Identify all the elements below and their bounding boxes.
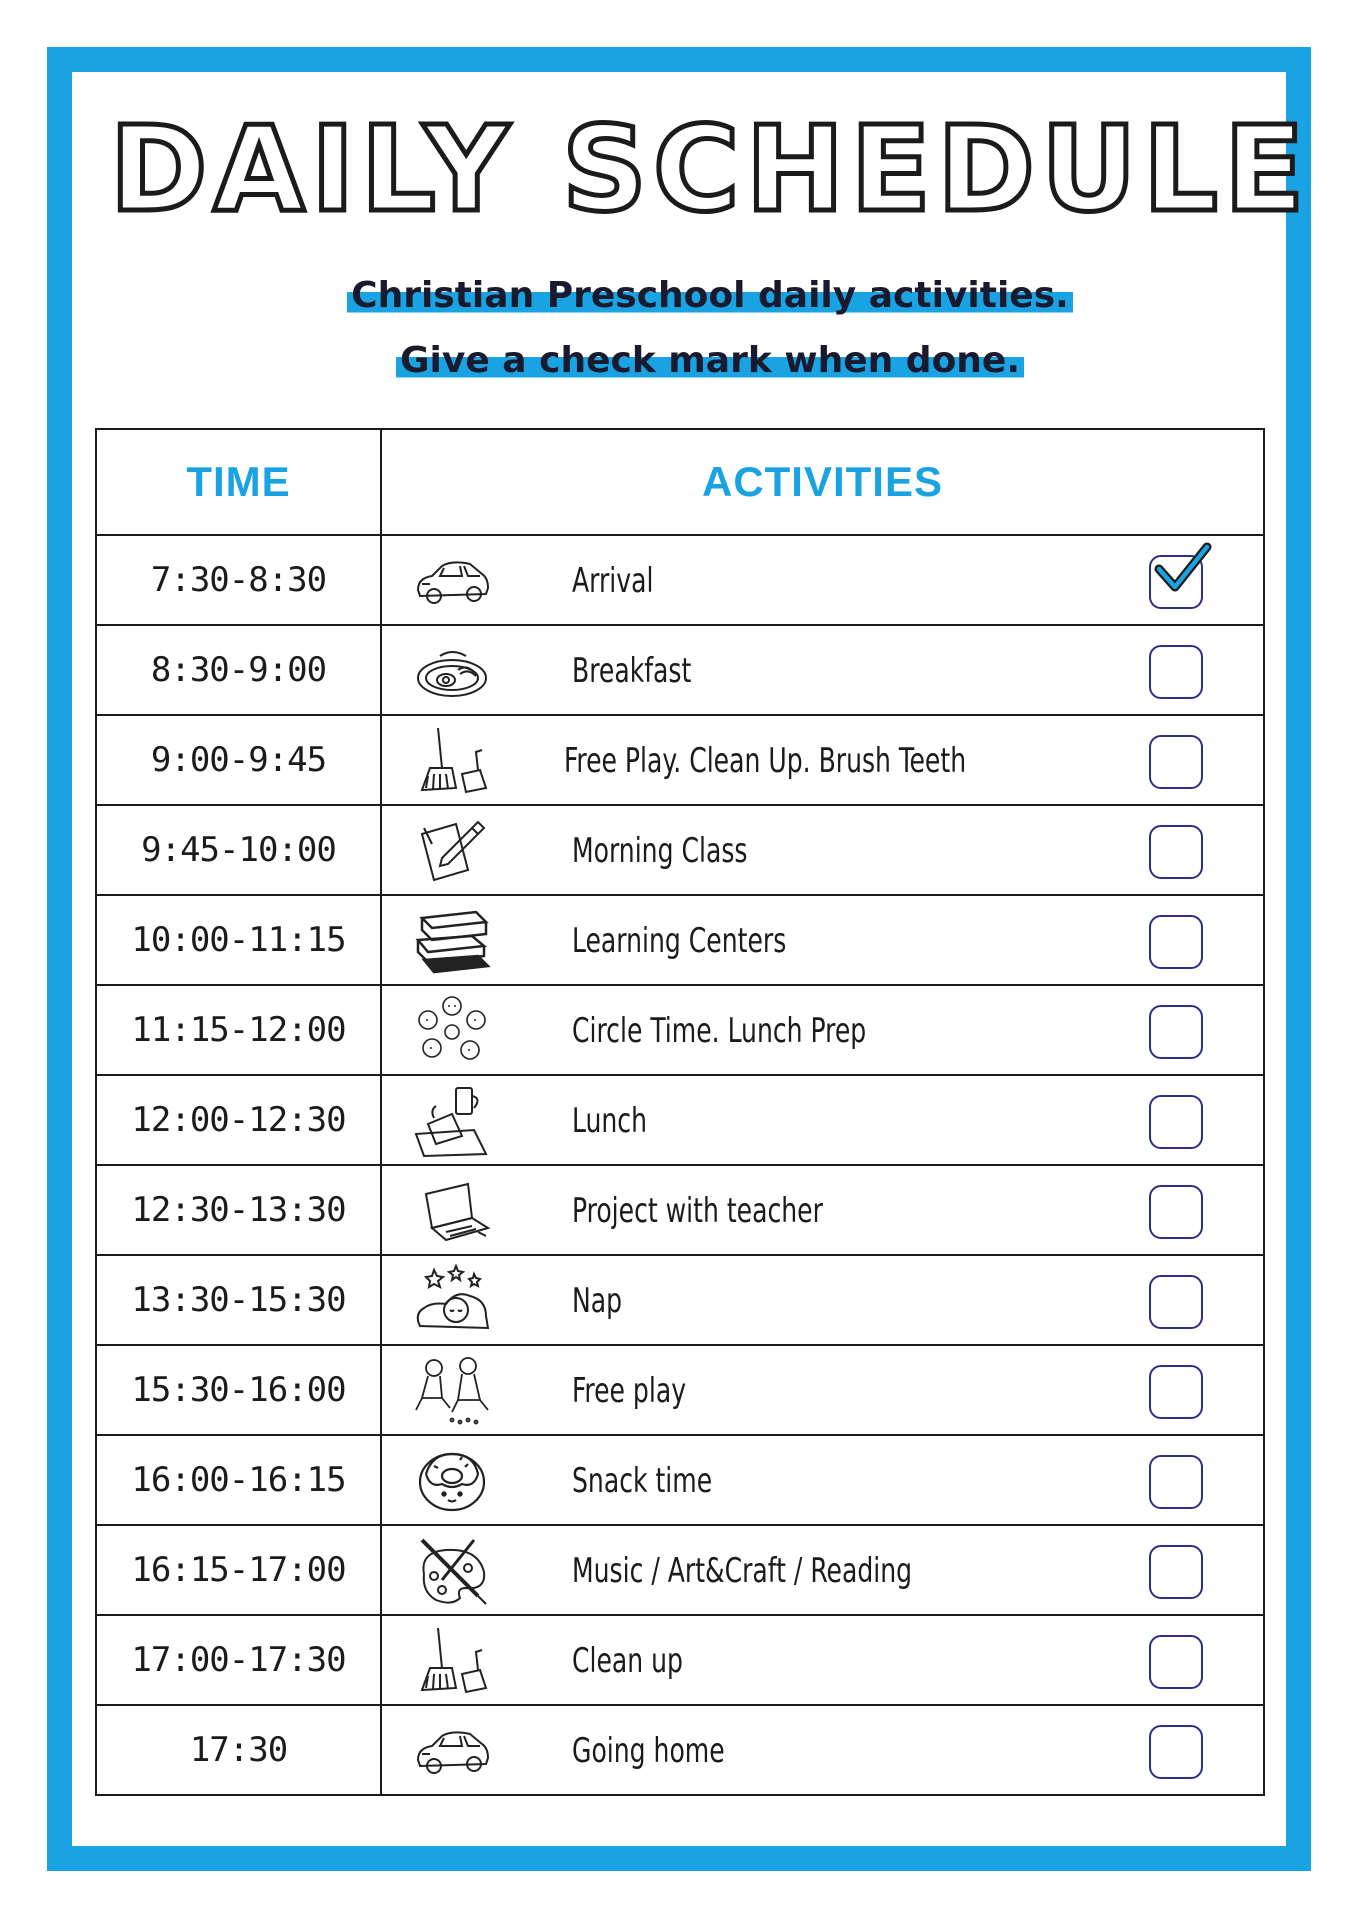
schedule-rows xyxy=(96,535,1264,1795)
activity-label: Free play xyxy=(572,1371,687,1411)
done-checkbox[interactable] xyxy=(1149,1275,1203,1329)
table-row xyxy=(96,1255,1264,1345)
activity-cell xyxy=(381,1345,1264,1435)
table-row xyxy=(96,1615,1264,1705)
table-row xyxy=(96,985,1264,1075)
done-checkbox[interactable] xyxy=(1149,1455,1203,1509)
time-column-header: TIME xyxy=(96,429,381,535)
time-cell: 10:00-11:15 xyxy=(96,895,381,985)
table-row xyxy=(96,1165,1264,1255)
time-cell: 9:00-9:45 xyxy=(96,715,381,805)
activity-cell xyxy=(381,715,1264,805)
activity-label: Going home xyxy=(572,1731,725,1771)
activity-cell xyxy=(381,1075,1264,1165)
children-playing-icon xyxy=(412,1354,492,1428)
done-checkbox[interactable] xyxy=(1149,1185,1203,1239)
activity-label: Music / Art&Craft / Reading xyxy=(572,1551,913,1591)
books-icon xyxy=(412,904,492,978)
done-checkbox[interactable] xyxy=(1149,1005,1203,1059)
subtitle-line-1 xyxy=(0,275,1358,316)
activity-cell xyxy=(381,1435,1264,1525)
table-row xyxy=(96,1345,1264,1435)
activity-label: Morning Class xyxy=(572,831,748,871)
breakfast-plate-icon xyxy=(412,634,492,708)
activity-cell xyxy=(381,625,1264,715)
subtitle-line-1-text: Christian Preschool daily activities. xyxy=(347,275,1073,316)
activity-label: Breakfast xyxy=(572,651,692,691)
time-cell: 16:00-16:15 xyxy=(96,1435,381,1525)
paint-palette-icon xyxy=(412,1534,492,1608)
table-row xyxy=(96,535,1264,625)
time-cell: 11:15-12:00 xyxy=(96,985,381,1075)
table-row xyxy=(96,625,1264,715)
activity-cell xyxy=(381,985,1264,1075)
table-row xyxy=(96,715,1264,805)
time-cell: 12:30-13:30 xyxy=(96,1165,381,1255)
time-cell: 16:15-17:00 xyxy=(96,1525,381,1615)
table-header-row xyxy=(96,429,1264,535)
done-checkbox[interactable] xyxy=(1149,1725,1203,1779)
car-icon xyxy=(412,1714,492,1788)
time-cell: 12:00-12:30 xyxy=(96,1075,381,1165)
checkmark-icon xyxy=(1153,541,1213,601)
lunch-icon xyxy=(412,1084,492,1158)
activity-cell xyxy=(381,805,1264,895)
activity-cell xyxy=(381,895,1264,985)
activity-label: Learning Centers xyxy=(572,921,787,961)
activity-label: Nap xyxy=(572,1281,623,1321)
activity-label: Free Play. Clean Up. Brush Teeth xyxy=(564,741,967,781)
time-cell: 15:30-16:00 xyxy=(96,1345,381,1435)
time-cell: 13:30-15:30 xyxy=(96,1255,381,1345)
time-cell: 9:45-10:00 xyxy=(96,805,381,895)
activity-cell xyxy=(381,1705,1264,1795)
activities-column-header: ACTIVITIES xyxy=(381,429,1264,535)
page-title: DAILY SCHEDULE xyxy=(109,100,1311,238)
donut-icon xyxy=(412,1444,492,1518)
time-cell: 17:30 xyxy=(96,1705,381,1795)
done-checkbox[interactable] xyxy=(1149,1545,1203,1599)
table-row xyxy=(96,805,1264,895)
done-checkbox[interactable] xyxy=(1149,1365,1203,1419)
table-row xyxy=(96,1075,1264,1165)
activity-label: Clean up xyxy=(572,1641,683,1681)
table-row xyxy=(96,1435,1264,1525)
children-circle-icon xyxy=(412,994,492,1068)
activity-cell xyxy=(381,1525,1264,1615)
laptop-icon xyxy=(412,1174,492,1248)
time-cell: 8:30-9:00 xyxy=(96,625,381,715)
broom-dustpan-icon xyxy=(412,724,492,798)
notepad-pencil-icon xyxy=(412,814,492,888)
done-checkbox[interactable] xyxy=(1149,825,1203,879)
time-cell: 17:00-17:30 xyxy=(96,1615,381,1705)
subtitle-line-2 xyxy=(0,340,1358,381)
activity-cell xyxy=(381,1615,1264,1705)
done-checkbox[interactable] xyxy=(1149,1095,1203,1149)
done-checkbox[interactable] xyxy=(1149,735,1203,789)
activity-label: Project with teacher xyxy=(572,1191,823,1231)
activity-cell xyxy=(381,535,1264,625)
schedule-table xyxy=(95,428,1265,1796)
done-checkbox[interactable] xyxy=(1149,645,1203,699)
broom-dustpan-icon xyxy=(412,1624,492,1698)
time-cell: 7:30-8:30 xyxy=(96,535,381,625)
sleeping-child-icon xyxy=(412,1264,492,1338)
table-row xyxy=(96,895,1264,985)
activity-cell xyxy=(381,1255,1264,1345)
car-icon xyxy=(412,544,492,618)
done-checkbox-checked[interactable] xyxy=(1149,555,1203,609)
subtitle-line-2-text: Give a check mark when done. xyxy=(396,340,1024,381)
activity-label: Arrival xyxy=(572,561,654,601)
table-row xyxy=(96,1525,1264,1615)
done-checkbox[interactable] xyxy=(1149,1635,1203,1689)
table-row xyxy=(96,1705,1264,1795)
activity-label: Snack time xyxy=(572,1461,713,1501)
activity-cell xyxy=(381,1165,1264,1255)
activity-label: Lunch xyxy=(572,1101,647,1141)
done-checkbox[interactable] xyxy=(1149,915,1203,969)
activity-label: Circle Time. Lunch Prep xyxy=(572,1011,867,1051)
